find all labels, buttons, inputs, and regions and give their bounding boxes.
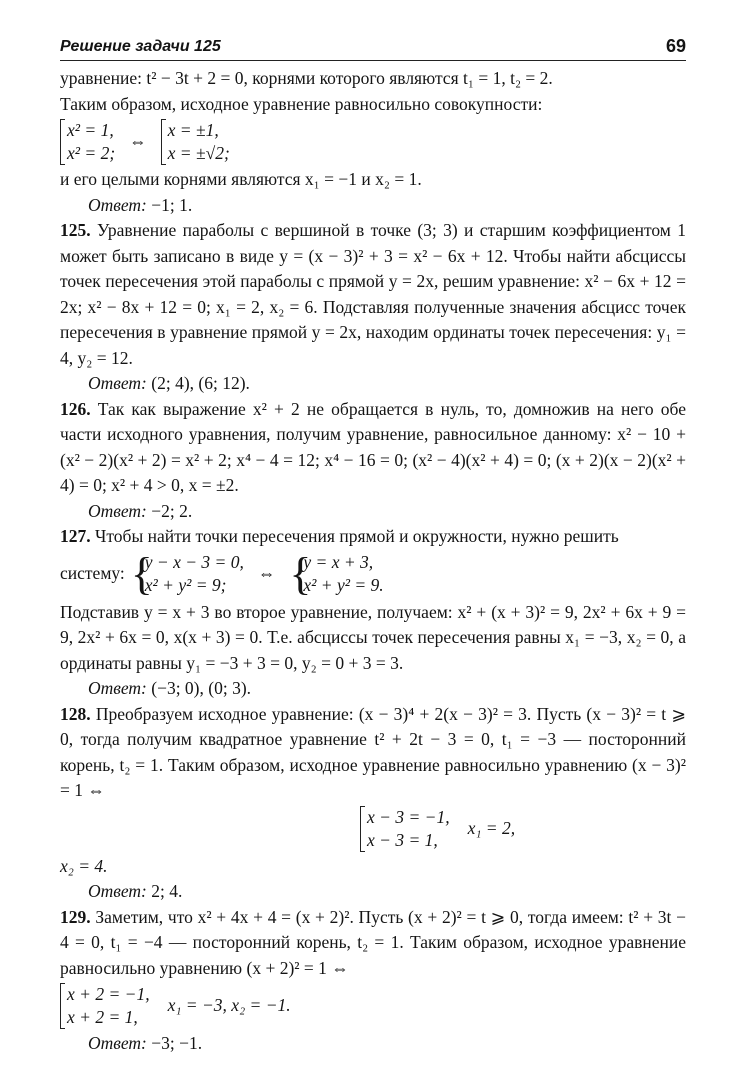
- s129-answer: [88, 1031, 686, 1057]
- solution-125: [60, 218, 686, 371]
- s128-answer: [88, 879, 686, 905]
- system-prefix: систему:: [60, 562, 125, 583]
- answer-label: Ответ:: [88, 881, 147, 901]
- s124-system-right: x = ±1, x = ±√2;: [161, 119, 230, 165]
- answer-value: −3; −1.: [151, 1033, 203, 1053]
- page-body: [60, 66, 686, 1057]
- answer-label: Ответ:: [88, 678, 147, 698]
- problem-number: 125.: [60, 220, 91, 240]
- solution-text: Уравнение параболы с вершиной в точке (3; 3) и старшим коэффициентом 1 может быть записано в виде y = (x − 3)² + 3 = x² − 6x + 12. Чтобы найти абсциссы точек пересечения этой параболы с прямой y = 2x, решим уравнение: x² − 6x + 12 = 2x; x² − 8x + 12 = 0; x₁ = 2, x₂ = 6. Подставляя полученные значения абсцисс точек пересечения в уравнение прямой y = 2x, находим ординаты точек пересечения: y₁ = 4, y₂ = 12.: [60, 220, 686, 368]
- problem-number: 126.: [60, 398, 91, 419]
- page-header: [60, 30, 686, 61]
- solution-129: [60, 905, 686, 982]
- s127-system: [60, 547, 686, 599]
- problem-number: 129.: [60, 906, 91, 927]
- answer-value: (−3; 0), (0; 3).: [151, 678, 252, 698]
- answer-value: −2; 2.: [151, 500, 193, 521]
- s127-system-right: { y = x + 3, x² + y² = 9.: [289, 547, 384, 599]
- s128-after-system: x₁ = 2,: [467, 817, 516, 838]
- solution-text: Преобразуем исходное уравнение: (x − 3)⁴ + 2(x − 3)² = 3. Пусть (x − 3)² = t ⩾ 0, тогда получим квадратное уравнение t² + 2t − 3 = 0, t₁ = −3 — посторонний корень, t₂ = 1. Таким образом, исходное уравнение равносильно уравнению (x − 3)² = 1 ⇔: [60, 703, 687, 800]
- s124-answer: [88, 193, 686, 219]
- answer-label: Ответ:: [88, 1033, 147, 1053]
- problem-number: 127.: [60, 526, 91, 546]
- solution-text: Заметим, что x² + 4x + 4 = (x + 2)². Пусть (x + 2)² = t ⩾ 0, тогда имеем: t² + 3t − 4 = 0, t₁ = −4 — посторонний корень, t₂ = 1. Таким образом, исходное уравнение равносильно уравнению (x + 2)² = 1 ⇔: [60, 906, 686, 978]
- answer-label: Ответ:: [88, 500, 147, 521]
- solution-127: [60, 524, 686, 550]
- s127-text2: Подставив y = x + 3 во второе уравнение, получаем: x² + (x + 3)² = 9, 2x² + 6x + 9 = 9, 2x² + 6x = 0, x(x + 3) = 0. Т.е. абсциссы точек пересечения равны x₁ = −3, x₂ = 0, а ординаты равны y₁ = −3 + 3 = 0, y₂ = 0 + 3 = 3.: [60, 601, 686, 673]
- solution-text: Чтобы найти точки пересечения прямой и окружности, нужно решить: [95, 526, 619, 546]
- problem-number: 128.: [60, 703, 91, 724]
- answer-label: Ответ:: [88, 194, 147, 215]
- s129-system: [60, 983, 686, 1029]
- s128-system: [360, 806, 686, 852]
- answer-label: Ответ:: [88, 373, 147, 393]
- solution-126: [60, 397, 686, 499]
- answer-value: −1; 1.: [151, 194, 193, 215]
- s124-system: [60, 119, 686, 165]
- s124-line3: и его целыми корнями являются x₁ = −1 и x₂ = 1.: [60, 169, 422, 189]
- answer-value: 2; 4.: [151, 881, 183, 901]
- s124-system-left: x² = 1, x² = 2;: [60, 119, 115, 165]
- s127-answer: [88, 676, 686, 702]
- solution-text: Так как выражение x² + 2 не обращается в нуль, то, домножив на него обе части исходного уравнения, получим уравнение, равносильное данному: x² − 10 + (x² − 2)(x² + 2) = x² + 2; x⁴ − 4 = 12; x⁴ − 16 = 0; (x² − 4)(x² + 4) = 0; (x + 2)(x − 2)(x² + 4) = 0; x² + 4 > 0, x = ±2.: [60, 398, 686, 495]
- s128-text2: x₂ = 4.: [60, 855, 108, 876]
- s124-line2: Таким образом, исходное уравнение равносильно совокупности:: [60, 93, 543, 114]
- equivalence-arrow: ⇔: [129, 131, 147, 152]
- solution-128: [60, 702, 686, 804]
- s128-system-bracket: x − 3 = −1, x − 3 = 1,: [360, 806, 450, 852]
- s125-answer: [88, 371, 686, 397]
- s129-system-bracket: x + 2 = −1, x + 2 = 1,: [60, 983, 150, 1029]
- s124-line1: уравнение: t² − 3t + 2 = 0, корнями которого являются t₁ = 1, t₂ = 2.: [60, 68, 553, 88]
- running-title: Решение задачи 125: [60, 38, 221, 55]
- s127-system-left: { y − x − 3 = 0, x² + y² = 9;: [130, 547, 244, 599]
- s126-answer: [88, 499, 686, 525]
- page-number: 69: [665, 36, 686, 56]
- answer-value: (2; 4), (6; 12).: [151, 373, 250, 393]
- curly-brace-icon: {: [130, 547, 153, 599]
- curly-brace-icon: {: [289, 547, 312, 599]
- s129-after-system: x₁ = −3, x₂ = −1.: [167, 995, 291, 1016]
- equivalence-arrow: ⇔: [257, 562, 276, 583]
